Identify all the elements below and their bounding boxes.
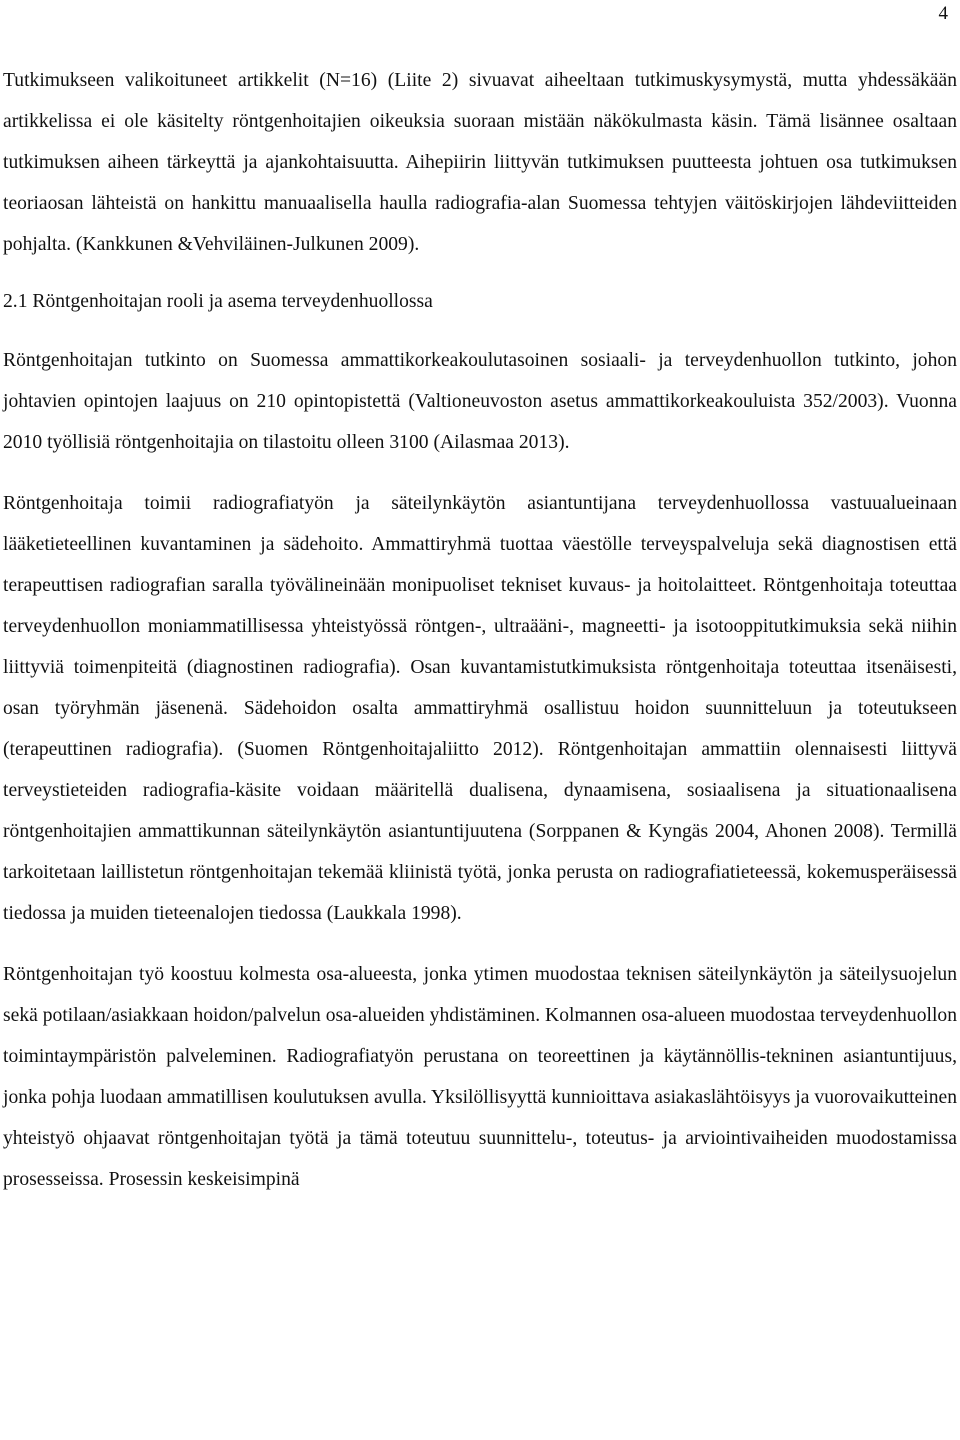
section-heading: 2.1 Röntgenhoitajan rooli ja asema terveydenhuollossa <box>3 291 433 312</box>
page-number: 4 <box>938 3 948 24</box>
paragraph-article-selection: Tutkimukseen valikoituneet artikkelit (N=16) (Liite 2) sivuavat aiheeltaan tutkimuskysymystä, mutta yhdessäkään artikkelissa ei ole käsitelty röntgenhoitajien oikeuksia suoraan mistään näkökulmasta käsin. Tämä lisännee osaltaan tutkimuksen aiheen tärkeyttä ja ajankohtaisuutta. Aihepiirin liittyvän tutkimuksen puutteesta johtuen osa tutkimuksen teoriaosan lähteistä on hankittu manuaalisella haulla radiografia-alan Suomessa tehtyjen väitöskirjojen lähdeviitteiden pohjalta. (Kankkunen &Vehviläinen-Julkunen 2009). <box>3 70 957 255</box>
paragraph-role: Röntgenhoitaja toimii radiografiatyön ja säteilynkäytön asiantuntijana terveydenhuollossa vastuualueinaan lääketieteellinen kuvantaminen ja sädehoito. Ammattiryhmä tuottaa väestölle terveyspalveluja sekä diagnostisen että terapeuttisen radiografian saralla työvälineinään monipuoliset tekniset kuvaus- ja hoitolaitteet. Röntgenhoitaja toteuttaa terveydenhuollon moniammatillisessa yhteistyössä röntgen-, ultraääni-, magneetti- ja isotooppitutkimuksia sekä niihin liittyviä toimenpiteitä (diagnostinen radiografia). Osan kuvantamistutkimuksista röntgenhoitaja toteuttaa itsenäisesti, osan työryhmän jäsenenä. Sädehoidon osalta ammattiryhmä osallistuu hoidon suunnitteluun ja toteutukseen (terapeuttinen radiografia). (Suomen Röntgenhoitajaliitto 2012). Röntgenhoitajan ammattiin olennaisesti liittyvä terveystieteiden radiografia-käsite voidaan määritellä dualisena, dynaamisena, sosiaalisena ja situationaalisena röntgenhoitajien ammattikunnan säteilynkäytön asiantuntijuutena (Sorppanen & Kyngäs 2004, Ahonen 2008). Termillä tarkoitetaan laillistetun röntgenhoitajan tekemää kliinistä työtä, jonka perusta on radiografiatieteessä, kokemusperäisessä tiedossa ja muiden tieteenalojen tiedossa (Laukkala 1998). <box>3 493 957 924</box>
paragraph-degree: Röntgenhoitajan tutkinto on Suomessa ammattikorkeakoulutasoinen sosiaali- ja terveydenhuollon tutkinto, johon johtavien opintojen laajuus on 210 opintopistettä (Valtioneuvoston asetus ammattikorkeakouluista 352/2003). Vuonna 2010 työllisiä röntgenhoitajia on tilastoitu olleen 3100 (Ailasmaa 2013). <box>3 350 957 453</box>
paragraph-work-areas: Röntgenhoitajan työ koostuu kolmesta osa-alueesta, jonka ytimen muodostaa teknisen säteilynkäytön ja säteilysuojelun sekä potilaan/asiakkaan hoidon/palvelun osa-alueiden yhdistäminen. Kolmannen osa-alueen muodostaa terveydenhuollon toimintaympäristön palveleminen. Radiografiatyön perustana on teoreettinen ja käytännöllis-tekninen asiantuntijuus, jonka pohja luodaan ammatillisen koulutuksen avulla. Yksilöllisyyttä kunnioittava asiakaslähtöisyys ja vuorovaikutteinen yhteistyö ohjaavat röntgenhoitajan työtä ja tämä toteutuu suunnittelu-, toteutus- ja arviointivaiheiden muodostamissa prosesseissa. Prosessin keskeisimpinä <box>3 964 957 1190</box>
document-body <box>3 60 957 1200</box>
